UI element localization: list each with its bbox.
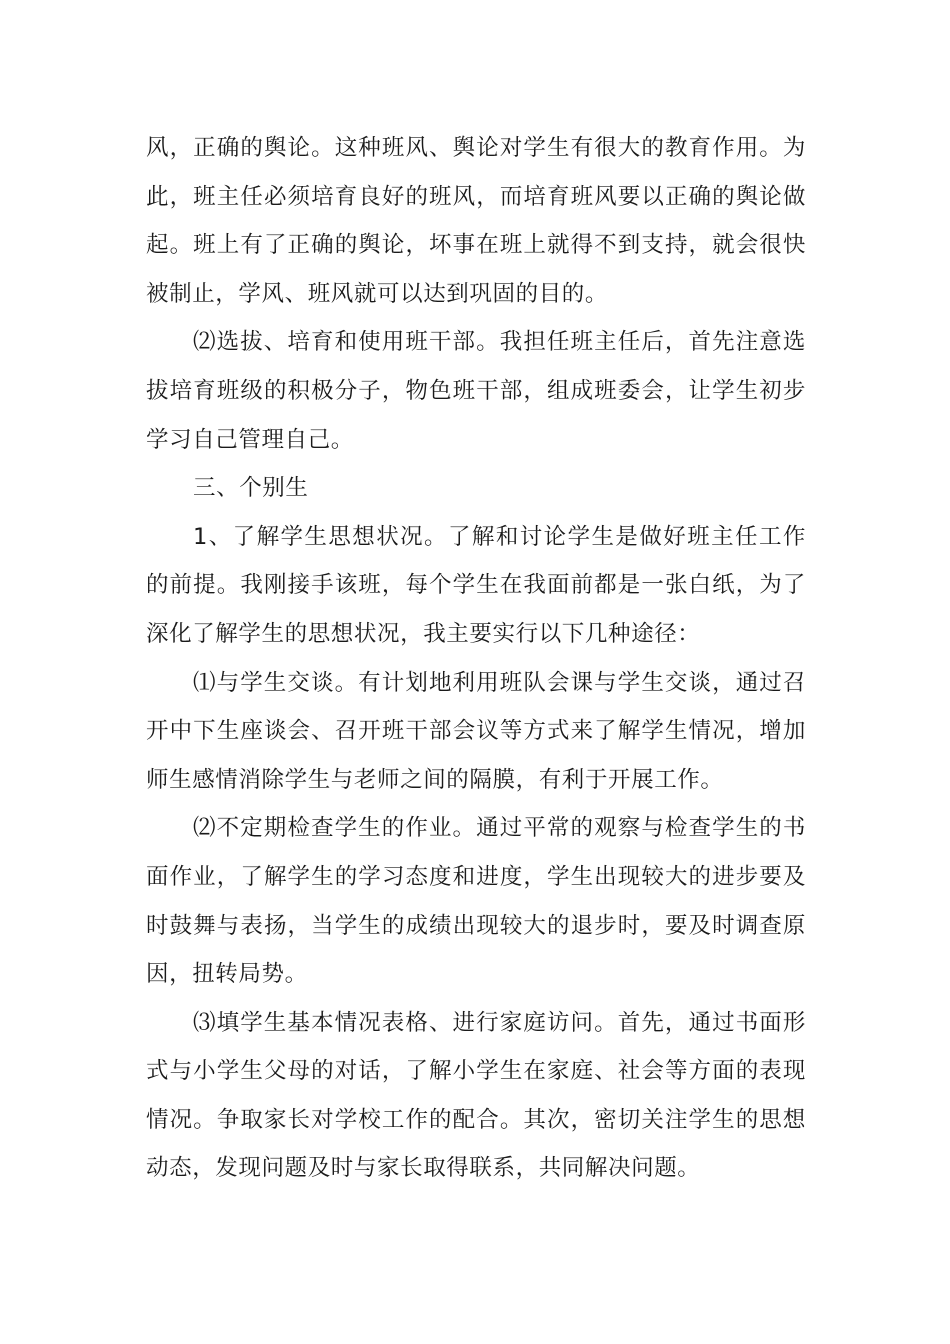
paragraph-continuation: 风，正确的舆论。这种班风、舆论对学生有很大的教育作用。为此，班主任必须培育良好的班风，而培育班风要以正确的舆论做起。班上有了正确的舆论，坏事在班上就得不到支持，就会很快被制止，学风、班风就可以达到巩固的目的。 [146, 135, 806, 307]
paragraph-understand-thoughts: 1、了解学生思想状况。了解和讨论学生是做好班主任工作的前提。我刚接手该班，每个学生在我面前都是一张白纸，为了深化了解学生的思想状况，我主要实行以下几种途径： [146, 523, 806, 647]
paragraph-class-cadres: ⑵选拔、培育和使用班干部。我担任班主任后，首先注意选拔培育班级的积极分子，物色班干部，组成班委会，让学生初步学习自己管理自己。 [146, 329, 806, 453]
paragraph-talk-with-students: ⑴与学生交谈。有计划地利用班队会课与学生交谈，通过召开中下生座谈会、召开班干部会议等方式来了解学生情况，增加师生感情消除学生与老师之间的隔膜，有利于开展工作。 [146, 669, 806, 793]
paragraph-home-visits: ⑶填学生基本情况表格、进行家庭访问。首先，通过书面形式与小学生父母的对话，了解小学生在家庭、社会等方面的表现情况。争取家长对学校工作的配合。其次，密切关注学生的思想动态，发现问题及时与家长取得联系，共同解决问题。 [146, 1009, 806, 1182]
paragraph-check-homework: ⑵不定期检查学生的作业。通过平常的观察与检查学生的书面作业，了解学生的学习态度和进度，学生出现较大的进步要及时鼓舞与表扬，当学生的成绩出现较大的退步时，要及时调查原因，扭转局势。 [146, 815, 806, 988]
document-body [146, 124, 806, 1193]
section-heading-individual-students: 三、个别生 [193, 475, 309, 502]
